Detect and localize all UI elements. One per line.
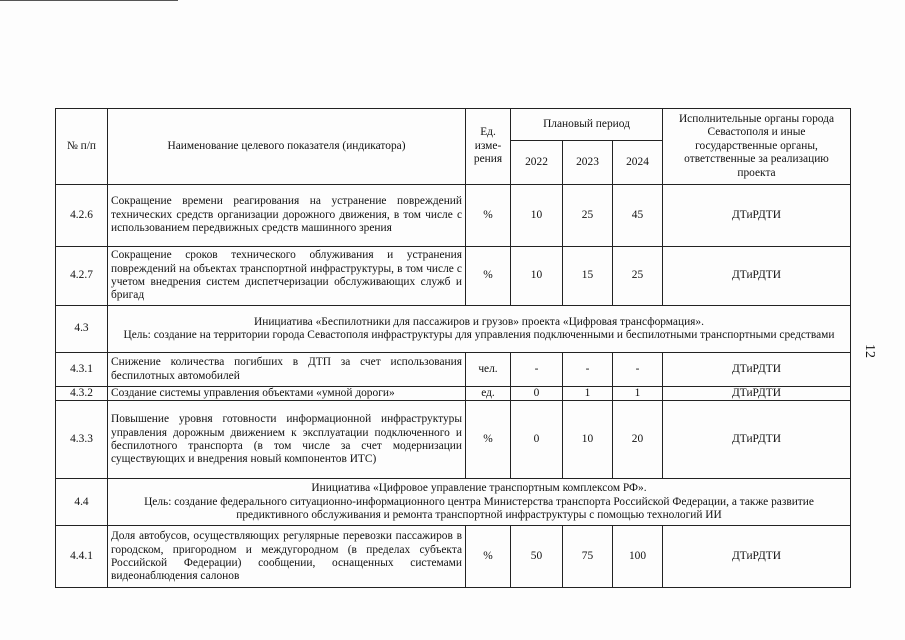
row-num: 4.3.1	[56, 353, 108, 387]
indicators-table	[55, 108, 851, 588]
row-num: 4.2.7	[56, 247, 108, 306]
header-num: № п/п	[56, 109, 108, 185]
row-num: 4.2.6	[56, 185, 108, 247]
row-2022: 10	[511, 185, 563, 247]
row-unit: %	[466, 247, 511, 306]
initiative-goal: Цель: создание на территории города Севастополя инфраструктуры для управления подключенными и беспилотными транспортными средствами	[123, 329, 835, 341]
row-body: ДТиРДТИ	[663, 353, 851, 387]
row-num: 4.3.2	[56, 387, 108, 401]
header-unit: Ед. изме-рения	[466, 109, 511, 185]
row-2023: 10	[563, 401, 613, 479]
initiative-cell	[108, 306, 851, 353]
header-bodies: Исполнительные органы города Севастополя и иные государственные органы, ответственные за реализацию проекта	[663, 109, 851, 185]
row-num: 4.4.1	[56, 526, 108, 588]
row-2024: 25	[613, 247, 663, 306]
row-unit: %	[466, 185, 511, 247]
row-2024: 1	[613, 387, 663, 401]
header-period: Плановый период	[511, 109, 663, 141]
header-name: Наименование целевого показателя (индикатора)	[108, 109, 466, 185]
row-body: ДТиРДТИ	[663, 401, 851, 479]
row-2022: 50	[511, 526, 563, 588]
table-row	[56, 247, 851, 306]
row-unit: %	[466, 526, 511, 588]
header-year: 2024	[613, 141, 663, 185]
row-2023: 15	[563, 247, 613, 306]
row-unit: ед.	[466, 387, 511, 401]
row-num: 4.3.3	[56, 401, 108, 479]
top-rule	[0, 0, 178, 1]
row-2023: -	[563, 353, 613, 387]
row-2022: 0	[511, 387, 563, 401]
table-row-initiative	[56, 306, 851, 353]
row-name: Повышение уровня готовности информационной инфраструктуры управления дорожным движением к эксплуатации подключенного и беспилотного транспорта (в том числе за счет модернизации существующих и внедрения новый компонентов ИТС)	[108, 401, 466, 479]
table-row	[56, 401, 851, 479]
row-unit: чел.	[466, 353, 511, 387]
row-num: 4.4	[56, 479, 108, 526]
table-row	[56, 387, 851, 401]
table-row	[56, 526, 851, 588]
row-body: ДТиРДТИ	[663, 185, 851, 247]
row-2024: 100	[613, 526, 663, 588]
row-2022: -	[511, 353, 563, 387]
row-body: ДТиРДТИ	[663, 247, 851, 306]
row-name: Создание системы управления объектами «умной дороги»	[108, 387, 466, 401]
row-body: ДТиРДТИ	[663, 526, 851, 588]
row-name: Снижение количества погибших в ДТП за счет использования беспилотных автомобилей	[108, 353, 466, 387]
row-2023: 25	[563, 185, 613, 247]
row-unit: %	[466, 401, 511, 479]
row-2023: 1	[563, 387, 613, 401]
initiative-goal: Цель: создание федерального ситуационно-информационного центра Министерства транспорта Российской Федерации, а также развитие предиктивного обслуживания и ремонта транспортной инфраструктуры с помощью технологий ИИ	[144, 495, 814, 522]
initiative-title: Инициатива «Цифровое управление транспортным комплексом РФ».	[311, 482, 647, 495]
initiative-cell	[108, 479, 851, 526]
row-name: Доля автобусов, осуществляющих регулярные перевозки пассажиров в городском, пригородном и междугородном (в пределах субъекта Российской Федерации) сообщении, оснащенных системами видеонаблюдения салонов	[108, 526, 466, 588]
row-2024: -	[613, 353, 663, 387]
row-2024: 45	[613, 185, 663, 247]
row-2022: 10	[511, 247, 563, 306]
header-year: 2023	[563, 141, 613, 185]
page-number: 12	[862, 344, 877, 358]
row-name: Сокращение времени реагирования на устранение повреждений технических средств организации дорожного движения, в том числе с использованием передвижных средств машинного зрения	[108, 185, 466, 247]
row-num: 4.3	[56, 306, 108, 353]
row-2023: 75	[563, 526, 613, 588]
row-2022: 0	[511, 401, 563, 479]
row-name: Сокращение сроков технического облуживания и устранения повреждений на объектах транспортной инфраструктуры, в том числе с учетом внедрения систем диспетчеризации обслуживающих служб и бригад	[108, 247, 466, 306]
row-body: ДТиРДТИ	[663, 387, 851, 401]
table-row	[56, 185, 851, 247]
header-year: 2022	[511, 141, 563, 185]
table-row-initiative	[56, 479, 851, 526]
row-2024: 20	[613, 401, 663, 479]
table-row	[56, 353, 851, 387]
initiative-title: Инициатива «Беспилотники для пассажиров и грузов» проекта «Цифровая трансформация».	[254, 315, 704, 328]
